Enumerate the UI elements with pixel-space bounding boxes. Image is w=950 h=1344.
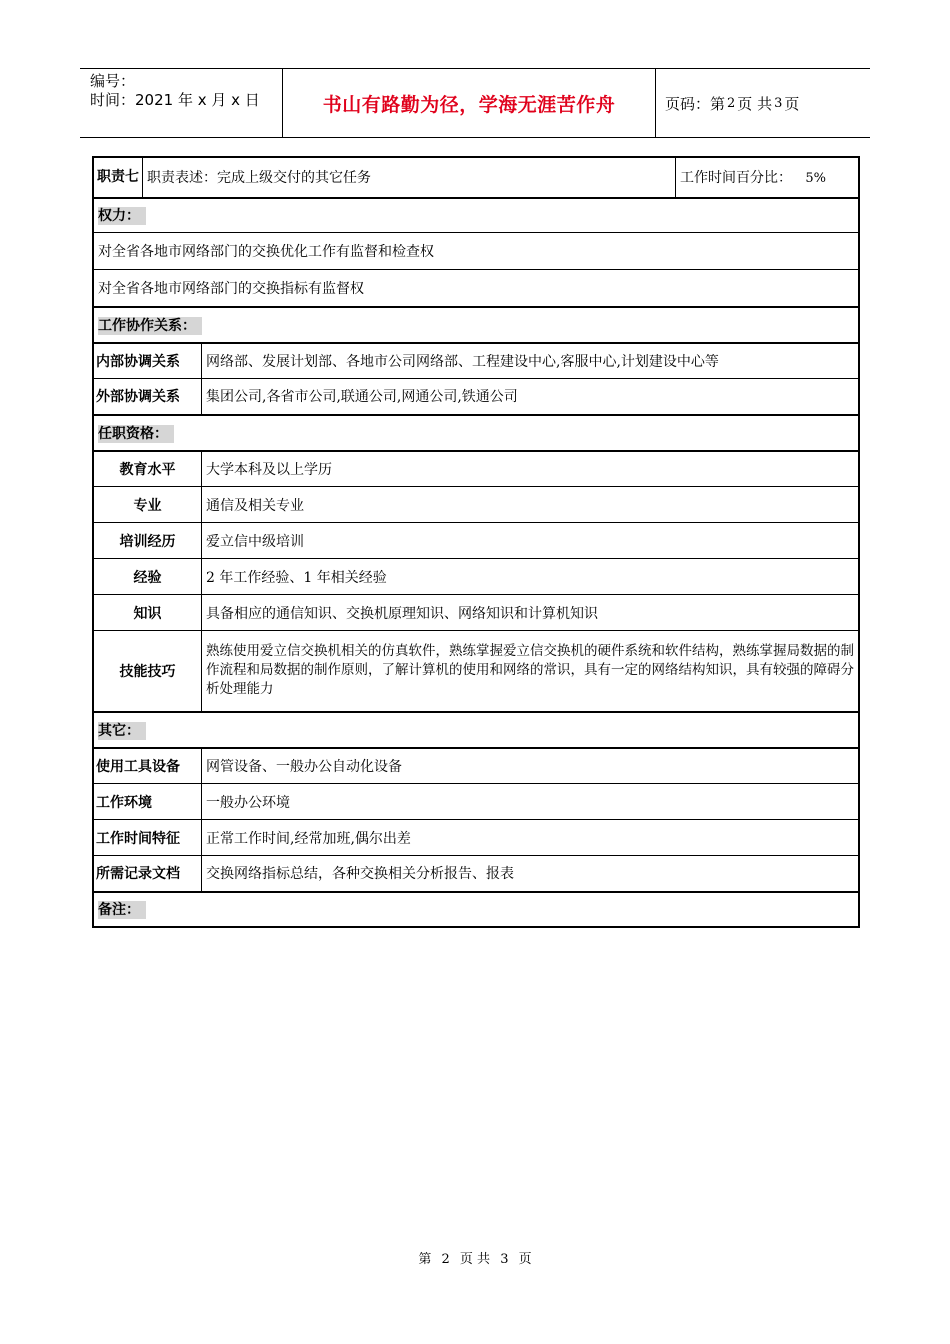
authority-item-row <box>94 233 859 270</box>
relations-title: 工作协作关系： <box>94 307 859 343</box>
other-label: 使用工具设备 <box>94 748 202 784</box>
duty-percent-label: 工作时间百分比： <box>680 170 792 187</box>
authority-section-row <box>94 198 859 233</box>
page-footer <box>0 1248 950 1267</box>
external-relations-row <box>94 379 859 415</box>
qualification-value: 通信及相关专业 <box>202 487 859 523</box>
external-relations-value: 集团公司,各省市公司,联通公司,网通公司,铁通公司 <box>202 379 859 415</box>
qualification-label: 教育水平 <box>94 451 202 487</box>
code-label: 编号： <box>90 72 136 90</box>
page-total: 3 <box>774 95 783 111</box>
page-suffix: 页 <box>784 94 800 113</box>
footer-suffix: 页 <box>518 1252 532 1267</box>
external-relations-label: 外部协调关系 <box>94 379 202 415</box>
authority-item: 对全省各地市网络部门的交换指标有监督权 <box>94 270 859 307</box>
qualification-label: 培训经历 <box>94 523 202 559</box>
internal-relations-value: 网络部、发展计划部、各地市公司网络部、工程建设中心,客服中心,计划建设中心等 <box>202 343 859 379</box>
footer-current: 2 <box>441 1252 450 1267</box>
footer-total: 3 <box>500 1252 509 1267</box>
qualifications-title: 任职资格： <box>94 415 859 451</box>
qualification-label: 经验 <box>94 559 202 595</box>
other-title: 其它： <box>94 712 859 748</box>
qualification-row <box>94 451 859 487</box>
duty-percent <box>676 158 859 198</box>
motto: 书山有路勤为径，学海无涯苦作舟 <box>282 69 656 137</box>
duty-row <box>94 158 859 198</box>
page-mid: 页 共 <box>737 94 773 113</box>
qualification-label: 技能技巧 <box>94 631 202 712</box>
time-label: 时间：2021 年 x 月 x 日 <box>90 91 260 109</box>
qualification-value: 大学本科及以上学历 <box>202 451 859 487</box>
qualifications-section-row <box>94 415 859 451</box>
other-label: 工作时间特征 <box>94 820 202 856</box>
authority-title: 权力： <box>94 198 859 233</box>
other-row <box>94 784 859 820</box>
page-current: 2 <box>727 95 736 111</box>
header-meta <box>80 69 282 137</box>
internal-relations-row <box>94 343 859 379</box>
duty-description: 职责表述：完成上级交付的其它任务 <box>143 158 676 198</box>
qualification-label: 知识 <box>94 595 202 631</box>
remarks-section-row <box>94 892 859 927</box>
other-section-row <box>94 712 859 748</box>
job-description-table <box>93 157 859 927</box>
page-prefix: 页码：第 <box>665 94 726 113</box>
qualification-value: 具备相应的通信知识、交换机原理知识、网络知识和计算机知识 <box>202 595 859 631</box>
qualification-row <box>94 487 859 523</box>
footer-mid: 页 共 <box>459 1252 491 1267</box>
relations-section-row <box>94 307 859 343</box>
footer-prefix: 第 <box>418 1252 432 1267</box>
qualification-row <box>94 595 859 631</box>
authority-item: 对全省各地市网络部门的交换优化工作有监督和检查权 <box>94 233 859 270</box>
qualification-row <box>94 523 859 559</box>
duty-percent-value: 5% <box>805 171 826 187</box>
qualification-value: 熟练使用爱立信交换机相关的仿真软件，熟练掌握爱立信交换机的硬件系统和软件结构，熟练掌握局数据的制作流程和局数据的制作原则，了解计算机的使用和网络的常识，具有一定的网络结构知识，具有较强的障碍分析处理能力 <box>202 631 859 712</box>
qualification-row <box>94 631 859 712</box>
other-row <box>94 856 859 892</box>
internal-relations-label: 内部协调关系 <box>94 343 202 379</box>
other-value: 网管设备、一般办公自动化设备 <box>202 748 859 784</box>
remarks-title: 备注： <box>94 892 859 927</box>
other-value: 交换网络指标总结，各种交换相关分析报告、报表 <box>202 856 859 892</box>
other-row <box>94 820 859 856</box>
other-row <box>94 748 859 784</box>
other-value: 一般办公环境 <box>202 784 859 820</box>
duty-label: 职责七 <box>94 158 143 198</box>
qualification-label: 专业 <box>94 487 202 523</box>
qualification-value: 2 年工作经验、1 年相关经验 <box>202 559 859 595</box>
other-value: 正常工作时间,经常加班,偶尔出差 <box>202 820 859 856</box>
qualification-row <box>94 559 859 595</box>
page-indicator <box>655 69 880 137</box>
authority-item-row <box>94 270 859 307</box>
other-label: 所需记录文档 <box>94 856 202 892</box>
other-label: 工作环境 <box>94 784 202 820</box>
qualification-value: 爱立信中级培训 <box>202 523 859 559</box>
page-header <box>80 68 870 138</box>
